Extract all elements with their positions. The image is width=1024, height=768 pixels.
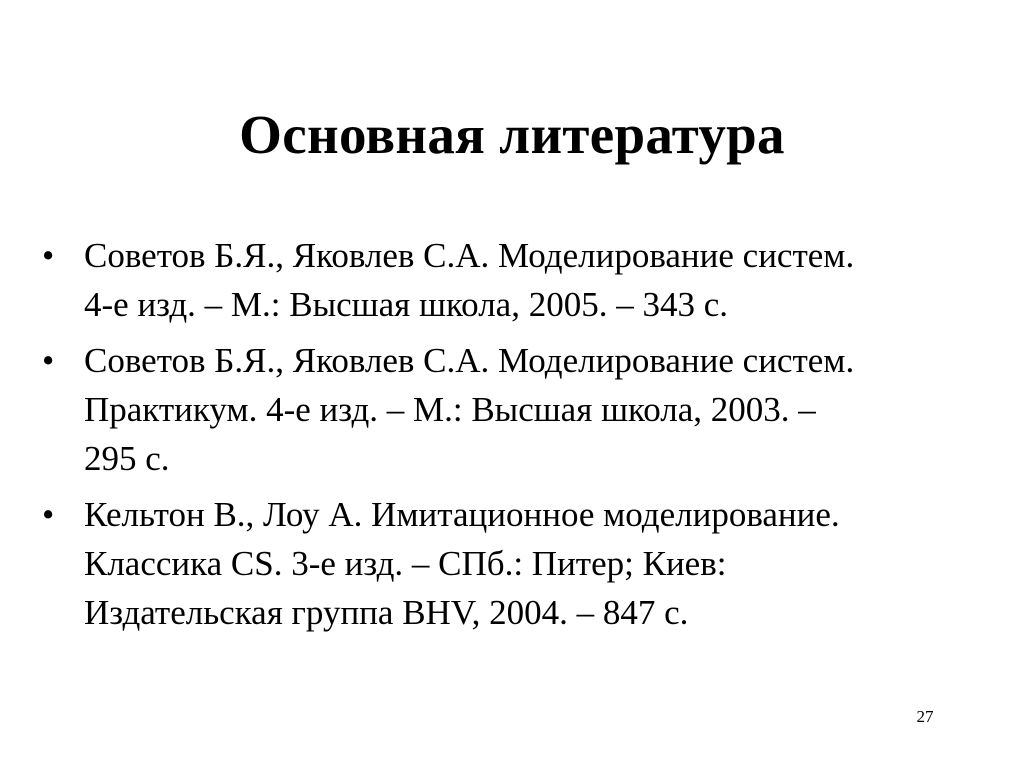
reference-item	[42, 231, 982, 329]
reference-line: Классика CS. 3-е изд. – СПб.: Питер; Киев:	[84, 544, 727, 583]
reference-line: 295 с.	[84, 439, 170, 478]
reference-line: 4-е изд. – М.: Высшая школа, 2005. – 343 с.	[84, 285, 728, 324]
reference-line: Практикум. 4-е изд. – М.: Высшая школа, 2003. –	[84, 390, 816, 429]
page-number: 27	[916, 707, 934, 726]
bullet-icon: •	[42, 341, 55, 380]
bullet-icon: •	[42, 495, 55, 534]
reference-line: Кельтон В., Лоу А. Имитационное моделирование.	[84, 495, 840, 534]
reference-item	[42, 490, 982, 637]
reference-list	[42, 231, 982, 644]
slide-title: Основная литература	[239, 104, 785, 165]
reference-item	[42, 336, 982, 483]
reference-line: Советов Б.Я., Яковлев С.А. Моделирование систем.	[84, 236, 855, 275]
reference-line: Советов Б.Я., Яковлев С.А. Моделирование систем.	[84, 341, 855, 380]
reference-line: Издательская группа BHV, 2004. – 847 с.	[84, 593, 689, 632]
bullet-icon: •	[42, 236, 55, 275]
